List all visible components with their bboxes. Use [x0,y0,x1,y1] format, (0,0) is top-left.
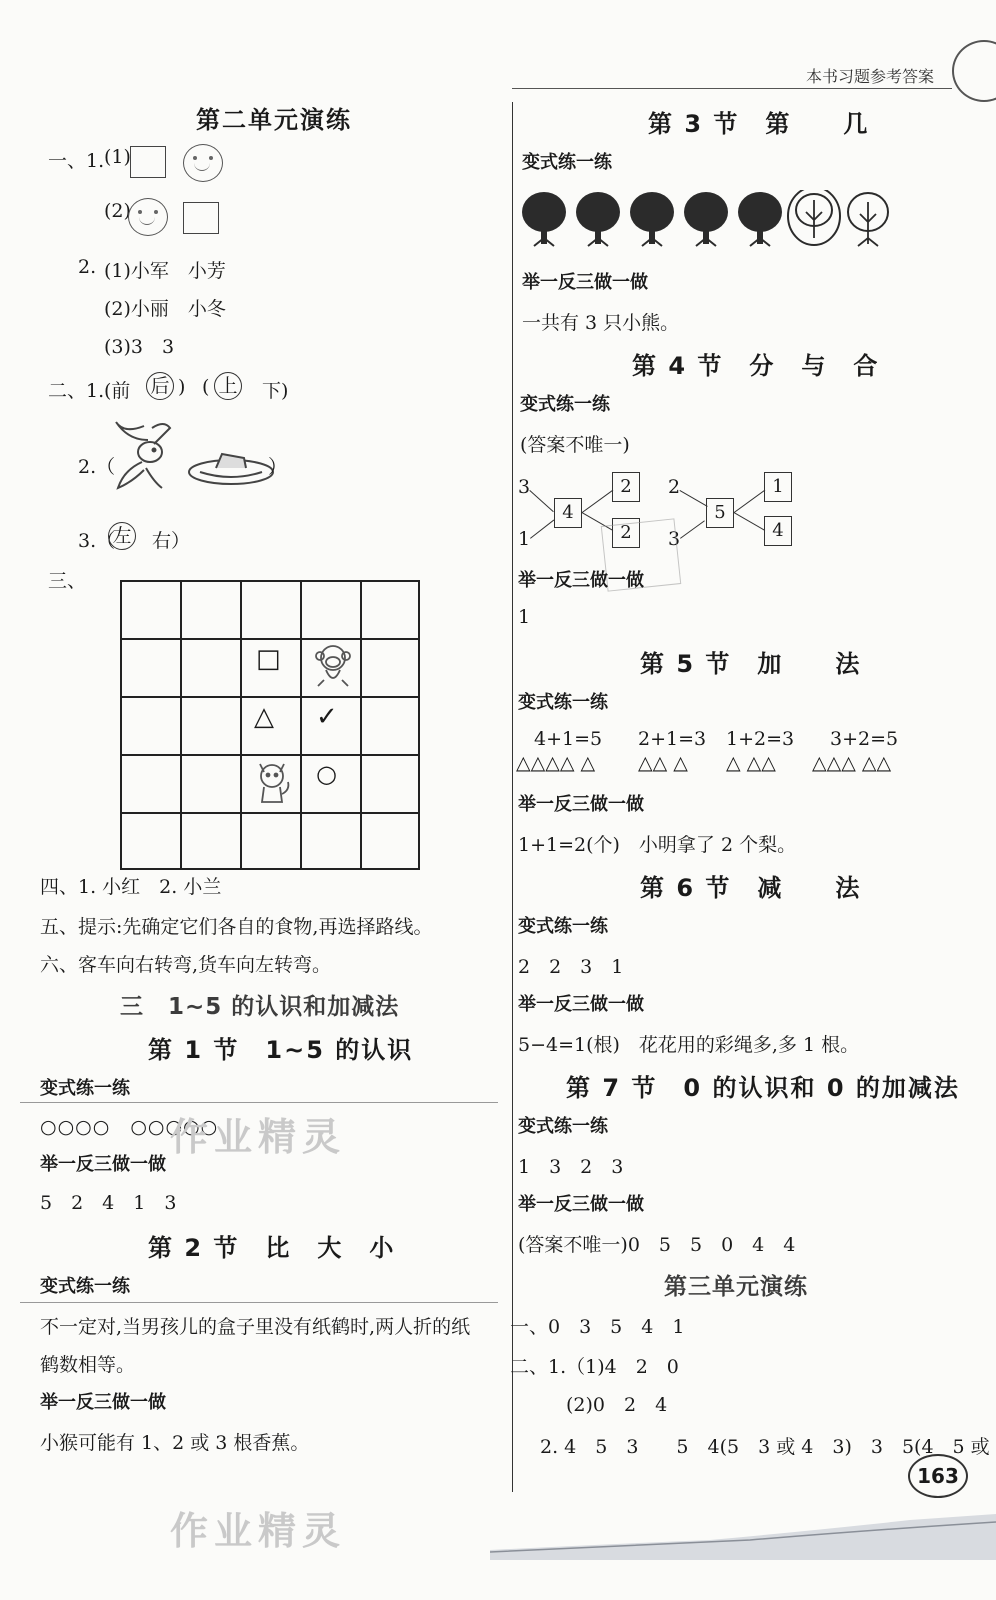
q2-1-close: ) [178,376,186,398]
unit3-title: 三 1~5 的认识和加减法 [120,994,400,1020]
scan-line [20,1302,498,1303]
s4-bianshi: 变式练一练 [520,394,610,415]
s2-juyi: 举一反三做一做 [40,1392,166,1413]
r2-1: 二、1.（1)4 2 0 [510,1356,679,1378]
s4-d2-box2: 4 [764,516,792,546]
unit3-review-title: 第三单元演练 [664,1274,808,1300]
s4-d2-top: 2 [668,476,681,498]
s4-d2-box1: 1 [764,472,792,502]
s4-note: (答案不唯一) [520,434,630,456]
smiley-icon [183,144,223,182]
connector-line [582,490,613,513]
s6-bianshi: 变式练一练 [518,916,608,937]
rabbit-icon [104,418,176,502]
s4-d1-box2: 2 [612,518,640,548]
s2-bianshi-ans2: 鹤数相等。 [40,1354,136,1376]
tree-icon [630,192,674,246]
tree-row [520,190,900,254]
s4-juyi-ans: 1 [518,606,531,628]
q2-1-label: 二、1. [48,380,105,402]
q4: 四、1. 小红 2. 小兰 [40,876,222,898]
q3-label: 三、 [48,570,87,592]
s6-juyi-ans: 5−4=1(根) 花花用的彩绳多,多 1 根。 [518,1034,860,1056]
q1-2-p1: (1)小军 小芳 [104,260,226,282]
wave-decoration [490,1500,996,1564]
s7-bianshi-ans: 1 3 2 3 [518,1156,624,1178]
q2-2-label: 2.（ [78,456,116,478]
square-shape [183,202,219,234]
smiley-icon [128,198,168,236]
s5-juyi: 举一反三做一做 [518,794,644,815]
q1-1-label: 一、1. [48,150,105,172]
q6: 六、客车向右转弯,货车向左转弯。 [40,954,332,976]
header-rule [512,88,952,89]
route-grid [120,580,420,870]
q2-3-rest: 右） [152,530,191,552]
connector-line [530,520,554,539]
s3-title: 第 3 节 第 几 [648,110,870,138]
s5-eq-1: 4+1=5 [534,728,603,750]
watermark: 作业精灵 [170,1115,347,1159]
s4-d1-bottom: 1 [518,528,531,550]
unit2-title: 第二单元演练 [196,106,352,134]
q1-2-p3: (3)3 3 [104,336,175,358]
s3-juyi: 举一反三做一做 [522,272,648,293]
page-number-badge: 163 [908,1454,968,1498]
cat-icon [252,758,292,808]
s2-juyi-ans: 小猴可能有 1、2 或 3 根香蕉。 [40,1432,310,1454]
s5-title: 第 5 节 加 法 [640,650,862,678]
s7-juyi-ans: (答案不唯一)0 5 5 0 4 4 [518,1234,796,1256]
s5-tri-1: △△△△ △ [516,752,596,774]
s7-bianshi: 变式练一练 [518,1116,608,1137]
q2-3-label: 3.（ [78,530,116,552]
s6-bianshi-ans: 2 2 3 1 [518,956,624,978]
column-divider [512,102,513,1492]
connector-line [734,512,766,531]
square-shape [130,146,166,178]
tree-icon [738,192,782,246]
s7-juyi: 举一反三做一做 [518,1194,644,1215]
watermark: 作业精灵 [170,1509,347,1553]
q2-1-circled1: 后 [146,372,174,400]
tree-icon [576,192,620,246]
q2-1-open2: ( [202,376,210,398]
tree-icon [522,192,566,246]
connector-line [680,520,705,538]
s1-juyi: 举一反三做一做 [40,1154,166,1175]
s5-tri-2: △△ △ [638,752,688,774]
s5-eq-4: 3+2=5 [830,728,899,750]
tree-icon [684,192,728,246]
q1-1-p1: (1) [104,146,131,168]
r2-2: (2)0 2 4 [566,1394,668,1416]
s4-d2-bottom: 3 [668,528,681,550]
q1-2-label: 2. [78,256,97,278]
grid-square: □ [256,644,281,674]
grid-circle: ○ [316,760,337,788]
q2-1-open: (前 [104,380,131,402]
s1-title: 第 1 节 1~5 的认识 [148,1036,414,1064]
s1-juyi-ans: 5 2 4 1 3 [40,1192,177,1214]
grid-triangle: △ [254,702,274,732]
s4-d1-box1: 2 [612,472,640,502]
q1-2-p2: (2)小丽 小冬 [104,298,226,320]
q2-3-circled: 左 [108,522,136,550]
s3-juyi-ans: 一共有 3 只小熊。 [522,312,680,334]
s2-bianshi: 变式练一练 [40,1276,130,1297]
s6-title: 第 6 节 减 法 [640,874,862,902]
s5-tri-4: △△△ △△ [812,752,892,774]
s5-eq-3: 1+2=3 [726,728,795,750]
connector-line [680,490,708,507]
s2-bianshi-ans1: 不一定对,当男孩儿的盒子里没有纸鹤时,两人折的纸 [40,1316,471,1338]
q2-2-close: ） [268,456,288,478]
s4-d2-center: 5 [706,498,734,528]
s7-title: 第 7 节 0 的认识和 0 的加减法 [566,1074,960,1102]
tree-icon-circled [788,190,840,245]
monkey-icon [312,642,354,692]
scan-line [20,1102,498,1103]
corner-logo [952,40,996,102]
s3-bianshi: 变式练一练 [522,152,612,173]
tree-icon-outline [848,193,888,246]
s5-tri-3: △ △△ [726,752,776,774]
s4-juyi: 举一反三做一做 [518,570,644,591]
q2-1-close2: 下) [262,380,289,402]
s5-juyi-ans: 1+1=2(个) 小明拿了 2 个梨。 [518,834,797,856]
grid-check: ✓ [316,702,338,732]
s1-bianshi: 变式练一练 [40,1078,130,1099]
r2-3: 2. 4 5 3 5 4(5 3 或 4 3) 3 5(4 5 或 [540,1436,990,1458]
s2-title: 第 2 节 比 大 小 [148,1234,396,1262]
q1-1-p2: (2) [104,200,131,222]
s5-eq-2: 2+1=3 [638,728,707,750]
s6-juyi: 举一反三做一做 [518,994,644,1015]
s4-d1-center: 4 [554,498,582,528]
s1-bianshi-ans: ○○○○ ○○○○○ [40,1116,219,1138]
q5: 五、提示:先确定它们各自的食物,再选择路线。 [40,916,433,938]
r1: 一、0 3 5 4 1 [510,1316,685,1338]
s4-d1-top: 3 [518,476,531,498]
header-title: 本书习题参考答案 [806,67,935,86]
boat-icon [186,448,276,492]
connector-line [529,490,553,512]
s4-title: 第 4 节 分 与 合 [632,352,880,380]
s5-bianshi: 变式练一练 [518,692,608,713]
q2-1-circled2: 上 [214,372,242,400]
connector-line [734,490,765,513]
